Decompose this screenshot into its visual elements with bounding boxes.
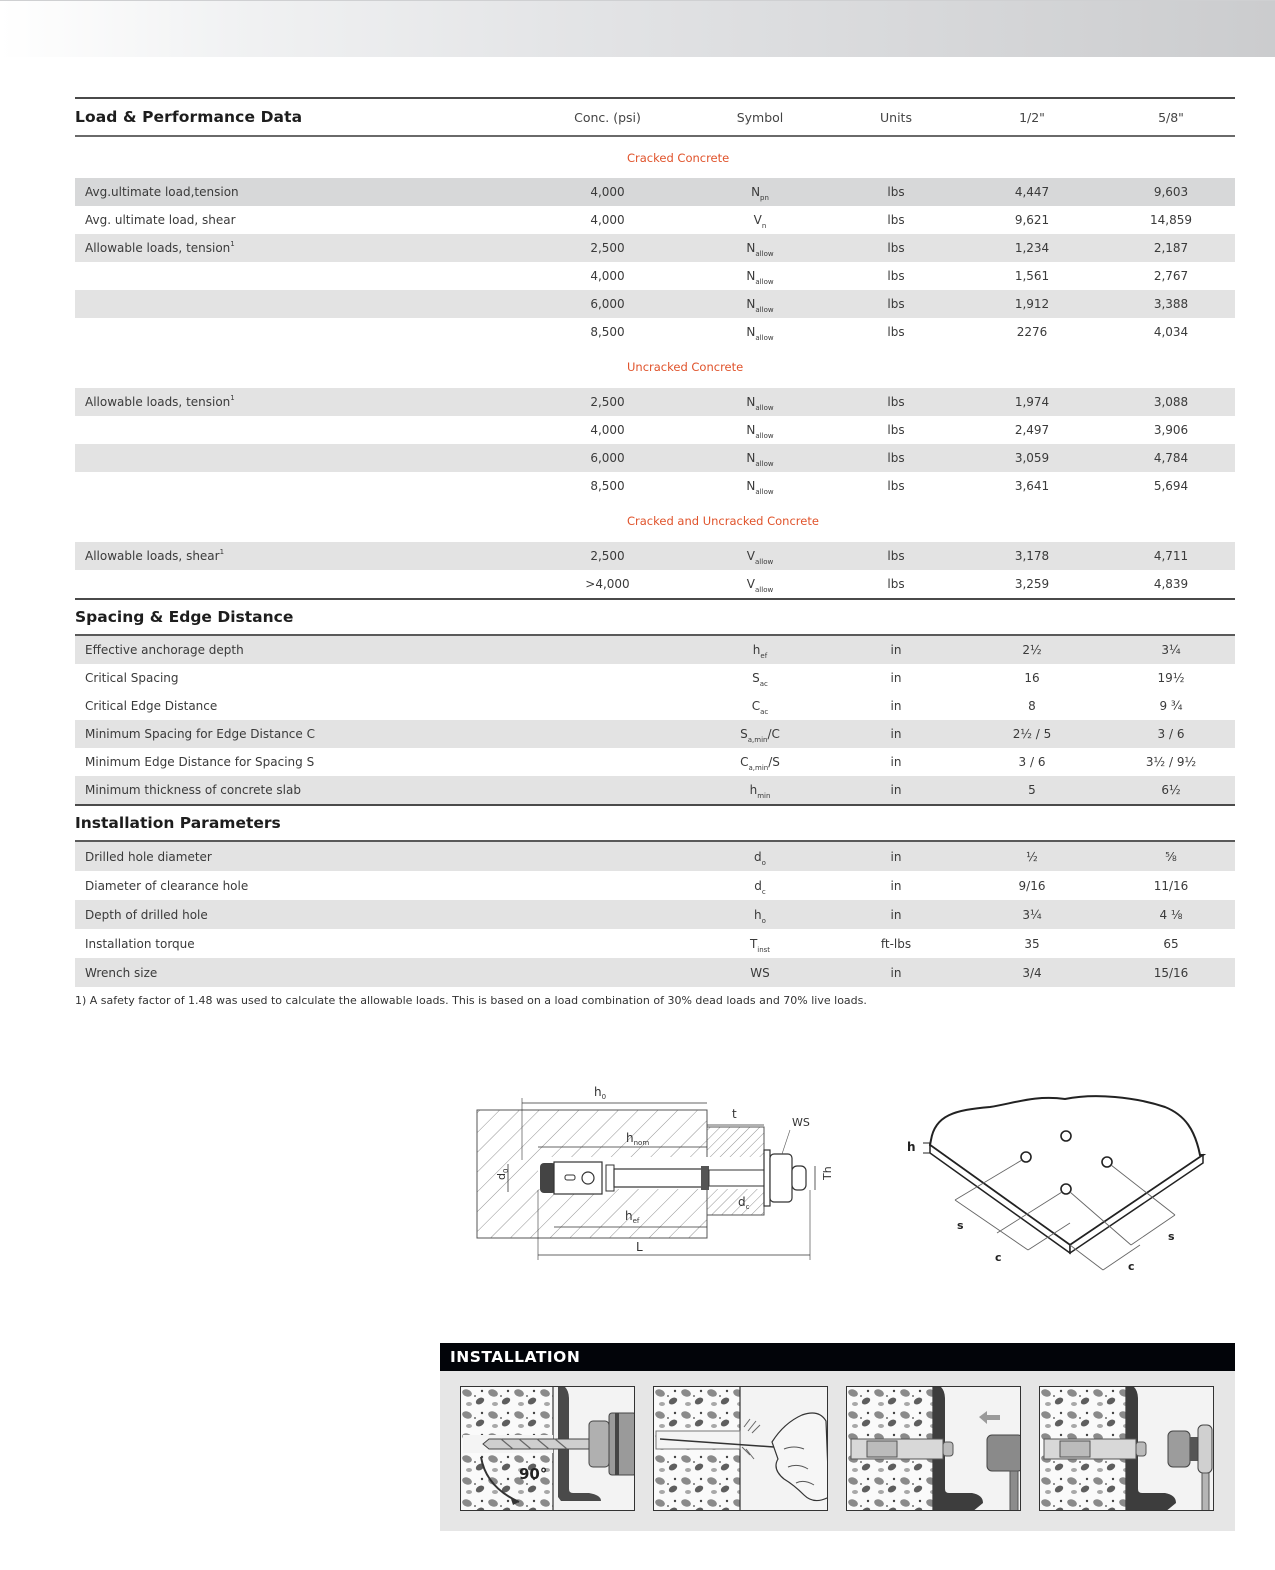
symbol-cell (685, 416, 835, 444)
table-row (75, 929, 1235, 958)
value-half-inch: 3,641 (1014, 479, 1050, 493)
table-row (75, 664, 1235, 692)
units: lbs (835, 290, 957, 318)
symbol-cell (685, 958, 835, 987)
footnote-marker: 1 (219, 548, 225, 556)
label-ws: WS (792, 1116, 810, 1129)
symbol-cell (685, 692, 835, 720)
value-half-inch: 2½ / 5 (957, 720, 1107, 748)
value-five-eighths: 3,906 (1153, 423, 1189, 437)
symbol: $d_o$ (754, 849, 766, 867)
concrete-strength (530, 958, 685, 987)
row-label: Minimum Spacing for Edge Distance C (75, 720, 530, 748)
label-l: L (636, 1240, 643, 1254)
label-c-left: c (995, 1251, 1002, 1264)
symbol: $N_{pn}$ (751, 185, 769, 202)
row-label: Avg. ultimate load, shear (85, 213, 236, 227)
concrete-strength: 8,500 (590, 479, 625, 493)
value-half-inch: 3,178 (957, 542, 1107, 570)
units: in (835, 720, 957, 748)
row-label (75, 570, 530, 598)
value-five-eighths: 9,603 (1107, 178, 1235, 206)
table-row (75, 958, 1235, 987)
concrete-strength (530, 929, 685, 958)
concrete-strength (530, 900, 685, 929)
value-half-inch: 2,497 (1014, 423, 1050, 437)
value-five-eighths: 15/16 (1107, 958, 1235, 987)
symbol-cell (685, 542, 835, 570)
concrete-strength: 2,500 (530, 388, 685, 416)
concrete-strength: 4,000 (530, 178, 685, 206)
installation-panel (440, 1343, 1235, 1531)
concrete-strength: 2,500 (530, 542, 685, 570)
table-row (75, 570, 1235, 598)
units: lbs (835, 444, 957, 472)
symbol-cell (685, 262, 835, 290)
spec-sheet (75, 97, 1235, 987)
units: lbs (887, 213, 905, 227)
units: lbs (835, 388, 957, 416)
row-label: Allowable loads, shear$^1$ (75, 542, 530, 570)
step-hammer-anchor-illustration (846, 1386, 1021, 1511)
step-drill-hole-illustration (460, 1386, 635, 1511)
symbol: WS (750, 965, 770, 980)
symbol-cell (685, 178, 835, 206)
concrete-strength (530, 842, 685, 871)
symbol-cell (685, 900, 835, 929)
value-half-inch: 1,561 (1014, 269, 1050, 283)
row-label: Minimum Edge Distance for Spacing S (85, 755, 315, 769)
value-five-eighths: 4,711 (1107, 542, 1235, 570)
units: in (835, 900, 957, 929)
concrete-strength (530, 636, 685, 664)
symbol: $C_{a,min}/S$ (740, 755, 780, 772)
symbol-cell (685, 444, 835, 472)
value-half-inch: 3¼ (957, 900, 1107, 929)
units: in (890, 755, 902, 769)
row-label (75, 318, 530, 346)
symbol-cell (685, 720, 835, 748)
label-t: t (732, 1107, 737, 1121)
row-label: Diameter of clearance hole (85, 878, 249, 893)
concrete-strength (530, 748, 685, 776)
value-half-inch: ½ (957, 842, 1107, 871)
label-c-right: c (1128, 1260, 1135, 1273)
value-half-inch: 2½ (957, 636, 1107, 664)
units: lbs (887, 423, 905, 437)
load-performance-table (75, 97, 1235, 598)
value-five-eighths: 3½ / 9½ (1145, 755, 1197, 769)
row-label (75, 472, 530, 500)
installation-steps (440, 1371, 1235, 1531)
value-five-eighths: 3,088 (1107, 388, 1235, 416)
table-row (75, 416, 1235, 444)
table-row (75, 444, 1235, 472)
units: in (835, 776, 957, 804)
symbol: $h_{min}$ (749, 783, 771, 800)
symbol: $N_{allow}$ (746, 269, 774, 286)
value-half-inch: 9,621 (1014, 213, 1050, 227)
symbol-cell (685, 929, 835, 958)
value-five-eighths: 14,859 (1150, 213, 1192, 227)
label-dc: $d_c$ (738, 1195, 750, 1211)
symbol: $N_{allow}$ (746, 325, 774, 342)
value-half-inch: 8 (1028, 699, 1036, 713)
symbol: $N_{allow}$ (746, 479, 774, 496)
value-five-eighths: 4,784 (1107, 444, 1235, 472)
row-label: Critical Edge Distance (85, 699, 218, 713)
units: lbs (835, 178, 957, 206)
row-label: Avg.ultimate load,tension (75, 178, 530, 206)
symbol: $N_{allow}$ (746, 423, 774, 440)
concrete-strength: 4,000 (590, 269, 625, 283)
symbol-cell (685, 636, 835, 664)
step-clean-hole-illustration (653, 1386, 828, 1511)
anchor-cross-section-diagram (470, 1080, 840, 1265)
symbol: $C_{ac}$ (751, 699, 769, 716)
installation-title: INSTALLATION (440, 1343, 1235, 1371)
symbol: $V_{allow}$ (746, 577, 774, 594)
units: in (835, 958, 957, 987)
row-label: Wrench size (75, 958, 530, 987)
value-five-eighths: 4,034 (1153, 325, 1189, 339)
section-title-installation: Installation Parameters (75, 804, 1235, 842)
label-hnom: $h_{nom}$ (626, 1131, 650, 1147)
concrete-strength: 4,000 (590, 423, 625, 437)
concrete-strength (530, 692, 685, 720)
row-label: Allowable loads, tension$^1$ (75, 234, 530, 262)
concrete-strength: 2,500 (530, 234, 685, 262)
symbol: $V_n$ (753, 213, 767, 230)
symbol: $N_{allow}$ (746, 241, 774, 258)
row-label: Allowable loads, tension$^1$ (75, 388, 530, 416)
label-hef: $h_{ef}$ (625, 1209, 640, 1225)
symbol: $S_{a,min}/C$ (740, 727, 780, 744)
symbol-cell (685, 388, 835, 416)
section-title-load: Load & Performance Data (75, 98, 530, 136)
footnote: 1) A safety factor of 1.48 was used to calculate the allowable loads. This is based on a load combination of 30% dead loads and 70% live loads. (75, 994, 867, 1007)
row-label: Drilled hole diameter (75, 842, 530, 871)
symbol-cell (685, 206, 835, 234)
value-half-inch: 3,259 (1014, 577, 1050, 591)
row-label: Installation torque (85, 936, 195, 951)
units: lbs (887, 479, 905, 493)
value-five-eighths: 2,187 (1107, 234, 1235, 262)
value-half-inch: 4,447 (957, 178, 1107, 206)
symbol: $N_{allow}$ (746, 395, 774, 412)
value-five-eighths: 5,694 (1153, 479, 1189, 493)
row-label: Depth of drilled hole (75, 900, 530, 929)
symbol: $S_{ac}$ (752, 671, 768, 688)
units: lbs (835, 234, 957, 262)
column-header-half-inch: 1/2" (957, 98, 1107, 136)
value-five-eighths: 2,767 (1153, 269, 1189, 283)
symbol-cell (685, 318, 835, 346)
label-h0: $h_0$ (594, 1085, 607, 1101)
label-th: Th (821, 1166, 834, 1180)
value-half-inch: 3/4 (957, 958, 1107, 987)
step-torque-nut-illustration (1039, 1386, 1214, 1511)
row-label (75, 444, 530, 472)
value-five-eighths: 4,839 (1153, 577, 1189, 591)
concrete-strength (530, 664, 685, 692)
concrete-strength: 6,000 (530, 290, 685, 318)
table-row (75, 842, 1235, 871)
value-half-inch: 3 / 6 (1018, 755, 1046, 769)
footnote-marker: 1 (230, 394, 235, 402)
symbol: $T_{inst}$ (749, 936, 771, 954)
concrete-strength: 8,500 (590, 325, 625, 339)
value-five-eighths: 3,388 (1107, 290, 1235, 318)
units: in (835, 842, 957, 871)
row-label (75, 416, 530, 444)
label-s-right: s (1168, 1230, 1175, 1243)
value-five-eighths: 3 / 6 (1107, 720, 1235, 748)
value-five-eighths: 4 ⅛ (1107, 900, 1235, 929)
value-half-inch: 2276 (1016, 325, 1048, 339)
table-row (75, 900, 1235, 929)
value-five-eighths: 19½ (1157, 671, 1185, 685)
table-row (75, 178, 1235, 206)
value-half-inch: 1,974 (957, 388, 1107, 416)
units: in (890, 671, 902, 685)
label-d0: $d_0$ (495, 1168, 510, 1180)
concrete-condition-label: Cracked and Uncracked Concrete (627, 514, 819, 528)
symbol-cell (685, 748, 835, 776)
table-row (75, 262, 1235, 290)
column-header-conc: Conc. (psi) (530, 98, 685, 136)
table-row (75, 776, 1235, 804)
spacing-table (75, 636, 1235, 804)
value-five-eighths: 3¼ (1107, 636, 1235, 664)
label-s-left: s (957, 1219, 964, 1232)
symbol: $V_{allow}$ (746, 549, 774, 566)
concrete-strength (530, 776, 685, 804)
units: lbs (887, 577, 905, 591)
row-label: Critical Spacing (85, 671, 179, 685)
symbol-cell (685, 776, 835, 804)
symbol-cell (685, 871, 835, 900)
value-half-inch: 16 (1024, 671, 1040, 685)
value-half-inch: 5 (957, 776, 1107, 804)
table-row (75, 318, 1235, 346)
value-five-eighths: 11/16 (1153, 878, 1189, 893)
units: in (890, 699, 902, 713)
table-header-row (75, 98, 1235, 136)
table-row (75, 472, 1235, 500)
table-row (75, 636, 1235, 664)
value-half-inch: 1,234 (957, 234, 1107, 262)
column-header-symbol: Symbol (685, 98, 835, 136)
symbol: $N_{allow}$ (746, 297, 774, 314)
value-half-inch: 9/16 (1018, 878, 1046, 893)
concrete-strength: >4,000 (585, 577, 630, 591)
row-label: Effective anchorage depth (75, 636, 530, 664)
table-row (75, 542, 1235, 570)
table-row (75, 871, 1235, 900)
symbol-cell (685, 234, 835, 262)
symbol: $N_{allow}$ (746, 451, 774, 468)
angle-90-label: 90° (519, 1465, 548, 1483)
header-gradient-banner (0, 0, 1275, 57)
concrete-condition-label: Cracked Concrete (627, 150, 730, 165)
installation-table-body (75, 842, 1235, 987)
units: ft-lbs (880, 936, 912, 951)
table-row (75, 692, 1235, 720)
column-header-units: Units (835, 98, 957, 136)
symbol-cell (685, 290, 835, 318)
spacing-table-body (75, 636, 1235, 804)
symbol: $h_{ef}$ (752, 643, 768, 660)
value-five-eighths: 9 ¾ (1159, 699, 1183, 713)
concrete-strength: 4,000 (590, 213, 625, 227)
slab-spacing-edge-diagram (895, 1085, 1220, 1280)
concrete-strength (530, 720, 685, 748)
value-five-eighths: 6½ (1107, 776, 1235, 804)
units: lbs (887, 269, 905, 283)
table-row (75, 748, 1235, 776)
symbol-cell (685, 664, 835, 692)
symbol: $h_o$ (754, 907, 766, 925)
section-title-spacing: Spacing & Edge Distance (75, 598, 1235, 636)
symbol-cell (685, 570, 835, 598)
concrete-strength: 6,000 (530, 444, 685, 472)
column-header-five-eighths: 5/8" (1107, 98, 1235, 136)
units: lbs (835, 542, 957, 570)
concrete-condition-label: Uncracked Concrete (627, 360, 744, 374)
concrete-strength (530, 871, 685, 900)
footnote-marker: 1 (230, 240, 235, 248)
table-row (75, 290, 1235, 318)
label-h: h (907, 1140, 916, 1154)
symbol: $d_c$ (754, 878, 766, 896)
table-row (75, 720, 1235, 748)
value-half-inch: 1,912 (957, 290, 1107, 318)
value-half-inch: 3,059 (957, 444, 1107, 472)
value-five-eighths: ⅝ (1107, 842, 1235, 871)
installation-table (75, 842, 1235, 987)
load-table-body (75, 136, 1235, 598)
row-label (75, 262, 530, 290)
row-label (75, 290, 530, 318)
value-five-eighths: 65 (1163, 936, 1179, 951)
symbol-cell (685, 472, 835, 500)
row-label: Minimum thickness of concrete slab (75, 776, 530, 804)
table-row (75, 388, 1235, 416)
symbol-cell (685, 842, 835, 871)
units: lbs (887, 325, 905, 339)
value-half-inch: 35 (1024, 936, 1040, 951)
table-row (75, 234, 1235, 262)
units: in (835, 636, 957, 664)
units: in (890, 878, 902, 893)
table-row (75, 206, 1235, 234)
